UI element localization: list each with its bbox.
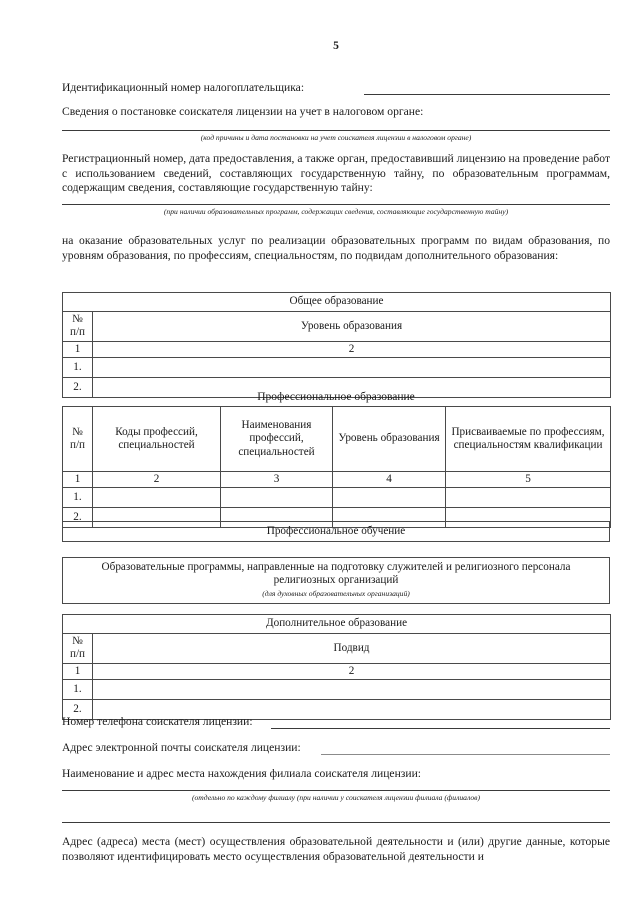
religious-programs-cell xyxy=(63,558,610,604)
professional-training-band-title: Профессиональное обучение xyxy=(63,522,610,542)
religious-programs-caption: (для духовных образовательных организаций) xyxy=(262,588,410,598)
table-row xyxy=(63,488,611,508)
table-row xyxy=(63,615,611,634)
table-row xyxy=(63,634,611,664)
professional-education-row-2-num: 2. xyxy=(63,508,93,528)
phone-field-row xyxy=(62,714,610,729)
general-education-colnum-2: 2 xyxy=(93,341,611,357)
services-paragraph-block xyxy=(62,234,610,263)
professional-education-colnum-1: 1 xyxy=(63,472,93,488)
professional-education-colnum-5: 5 xyxy=(446,472,611,488)
num-header-line1: № xyxy=(72,313,83,325)
page-number: 5 xyxy=(333,40,339,52)
general-education-level-header: Уровень образования xyxy=(93,312,611,342)
address-paragraph: Адрес (адреса) места (мест) осуществления образовательной деятельности и (или) другие данные, которые позволяют идентифицировать место осуществления образовательной деятельности и xyxy=(62,835,610,863)
secret-license-caption: (при наличии образовательных программ, содержащих сведения, составляющие государственную тайну) xyxy=(163,207,509,216)
additional-education-table-wrap xyxy=(62,614,611,720)
professional-education-table xyxy=(62,406,611,528)
professional-education-header-qualifications: Присваиваемые по профессиям, специальностям квалификации xyxy=(446,407,611,472)
phone-label: Номер телефона соискателя лицензии: xyxy=(62,715,253,728)
table-row xyxy=(63,558,610,604)
table-row xyxy=(63,522,610,542)
table-row xyxy=(63,358,611,378)
additional-education-row-1-num: 1. xyxy=(63,680,93,700)
general-education-row-1-num: 1. xyxy=(63,358,93,378)
general-education-table xyxy=(62,292,611,398)
tax-registration-field-row xyxy=(62,105,610,120)
table-row xyxy=(63,407,611,472)
additional-education-band-title: Дополнительное образование xyxy=(63,615,611,634)
additional-education-subtype-header: Подвид xyxy=(93,634,611,664)
general-education-num-header xyxy=(63,312,93,342)
inn-label: Идентификационный номер налогоплательщика: xyxy=(62,81,305,94)
professional-education-header-names: Наименования профессий, специальностей xyxy=(221,407,333,472)
general-education-table-wrap xyxy=(62,292,611,398)
professional-education-title: Профессиональное образование xyxy=(257,391,415,403)
num-header-line1: № xyxy=(72,635,83,647)
professional-education-table-wrap xyxy=(62,406,611,528)
branch-label: Наименование и адрес места нахождения филиала соискателя лицензии: xyxy=(62,767,421,780)
tax-registration-rule[interactable] xyxy=(62,130,610,131)
table-row xyxy=(63,472,611,488)
tax-registration-label: Сведения о постановке соискателя лицензии на учет в налоговом органе: xyxy=(62,105,424,118)
general-education-row-2-num: 2. xyxy=(63,378,93,398)
additional-education-colnum-2: 2 xyxy=(93,663,611,679)
tax-registration-caption: (код причины и дата постановки на учет соискателя лицензии в налоговом органе) xyxy=(200,133,472,142)
professional-training-table-wrap xyxy=(62,521,610,542)
num-header-line1: № xyxy=(72,425,83,438)
general-education-band-title: Общее образование xyxy=(63,293,611,312)
professional-education-row-1-names[interactable] xyxy=(221,488,333,508)
email-input-line[interactable] xyxy=(321,743,610,755)
professional-education-colnum-3: 3 xyxy=(221,472,333,488)
general-education-colnum-1: 1 xyxy=(63,341,93,357)
secret-license-paragraph-block xyxy=(62,152,610,196)
professional-education-row-1-num: 1. xyxy=(63,488,93,508)
address-paragraph-block xyxy=(62,835,610,864)
table-row xyxy=(63,312,611,342)
email-label: Адрес электронной почты соискателя лицензии: xyxy=(62,741,301,754)
professional-education-row-1-codes[interactable] xyxy=(93,488,221,508)
table-row xyxy=(63,293,611,312)
email-field-row xyxy=(62,740,610,755)
professional-education-row-1-level[interactable] xyxy=(333,488,446,508)
additional-education-num-header xyxy=(63,634,93,664)
professional-education-header-codes: Коды профессий, специальностей xyxy=(93,407,221,472)
branch-field-row xyxy=(62,767,610,782)
num-header-line2: п/п xyxy=(69,326,86,339)
inn-input-line[interactable] xyxy=(364,83,610,95)
address-section-rule xyxy=(62,822,610,823)
general-education-row-1-value[interactable] xyxy=(93,358,611,378)
religious-programs-table-wrap xyxy=(62,557,610,604)
secret-license-paragraph: Регистрационный номер, дата предоставления, а также орган, предоставивший лицензию на проведение работ с использованием сведений, составляющих государственную тайну, по образовательным программам, содержащим сведения, составляющие государственную тайну: xyxy=(62,152,611,195)
secret-license-rule[interactable] xyxy=(62,204,610,205)
num-header-line2: п/п xyxy=(69,439,86,451)
additional-education-colnum-1: 1 xyxy=(63,663,93,679)
religious-programs-text: Образовательные программы, направленные на подготовку служителей и религиозного персонала религиозных организаций xyxy=(101,561,571,587)
services-paragraph: на оказание образовательных услуг по реализации образовательных программ по видам образования, по уровням образования, по профессиям, специальностям, по подвидам дополнительного образования: xyxy=(62,234,610,262)
table-row xyxy=(63,663,611,679)
table-row xyxy=(63,680,611,700)
table-row xyxy=(63,341,611,357)
professional-training-table xyxy=(62,521,610,542)
additional-education-table xyxy=(62,614,611,720)
professional-education-colnum-4: 4 xyxy=(333,472,446,488)
professional-education-header-level: Уровень образования xyxy=(333,407,446,472)
additional-education-row-2-num: 2. xyxy=(63,700,93,720)
professional-education-colnum-2: 2 xyxy=(93,472,221,488)
professional-education-row-1-qualifications[interactable] xyxy=(446,488,611,508)
branch-caption: (отдельно по каждому филиалу (при наличии у соискателя лицензии филиала (филиалов) xyxy=(191,793,481,802)
num-header-line2: п/п xyxy=(69,648,86,661)
additional-education-row-1-value[interactable] xyxy=(93,680,611,700)
religious-programs-table xyxy=(62,557,610,604)
professional-education-num-header xyxy=(63,407,93,472)
inn-field-row xyxy=(62,80,610,95)
phone-input-line[interactable] xyxy=(271,717,610,729)
branch-rule[interactable] xyxy=(62,790,610,791)
